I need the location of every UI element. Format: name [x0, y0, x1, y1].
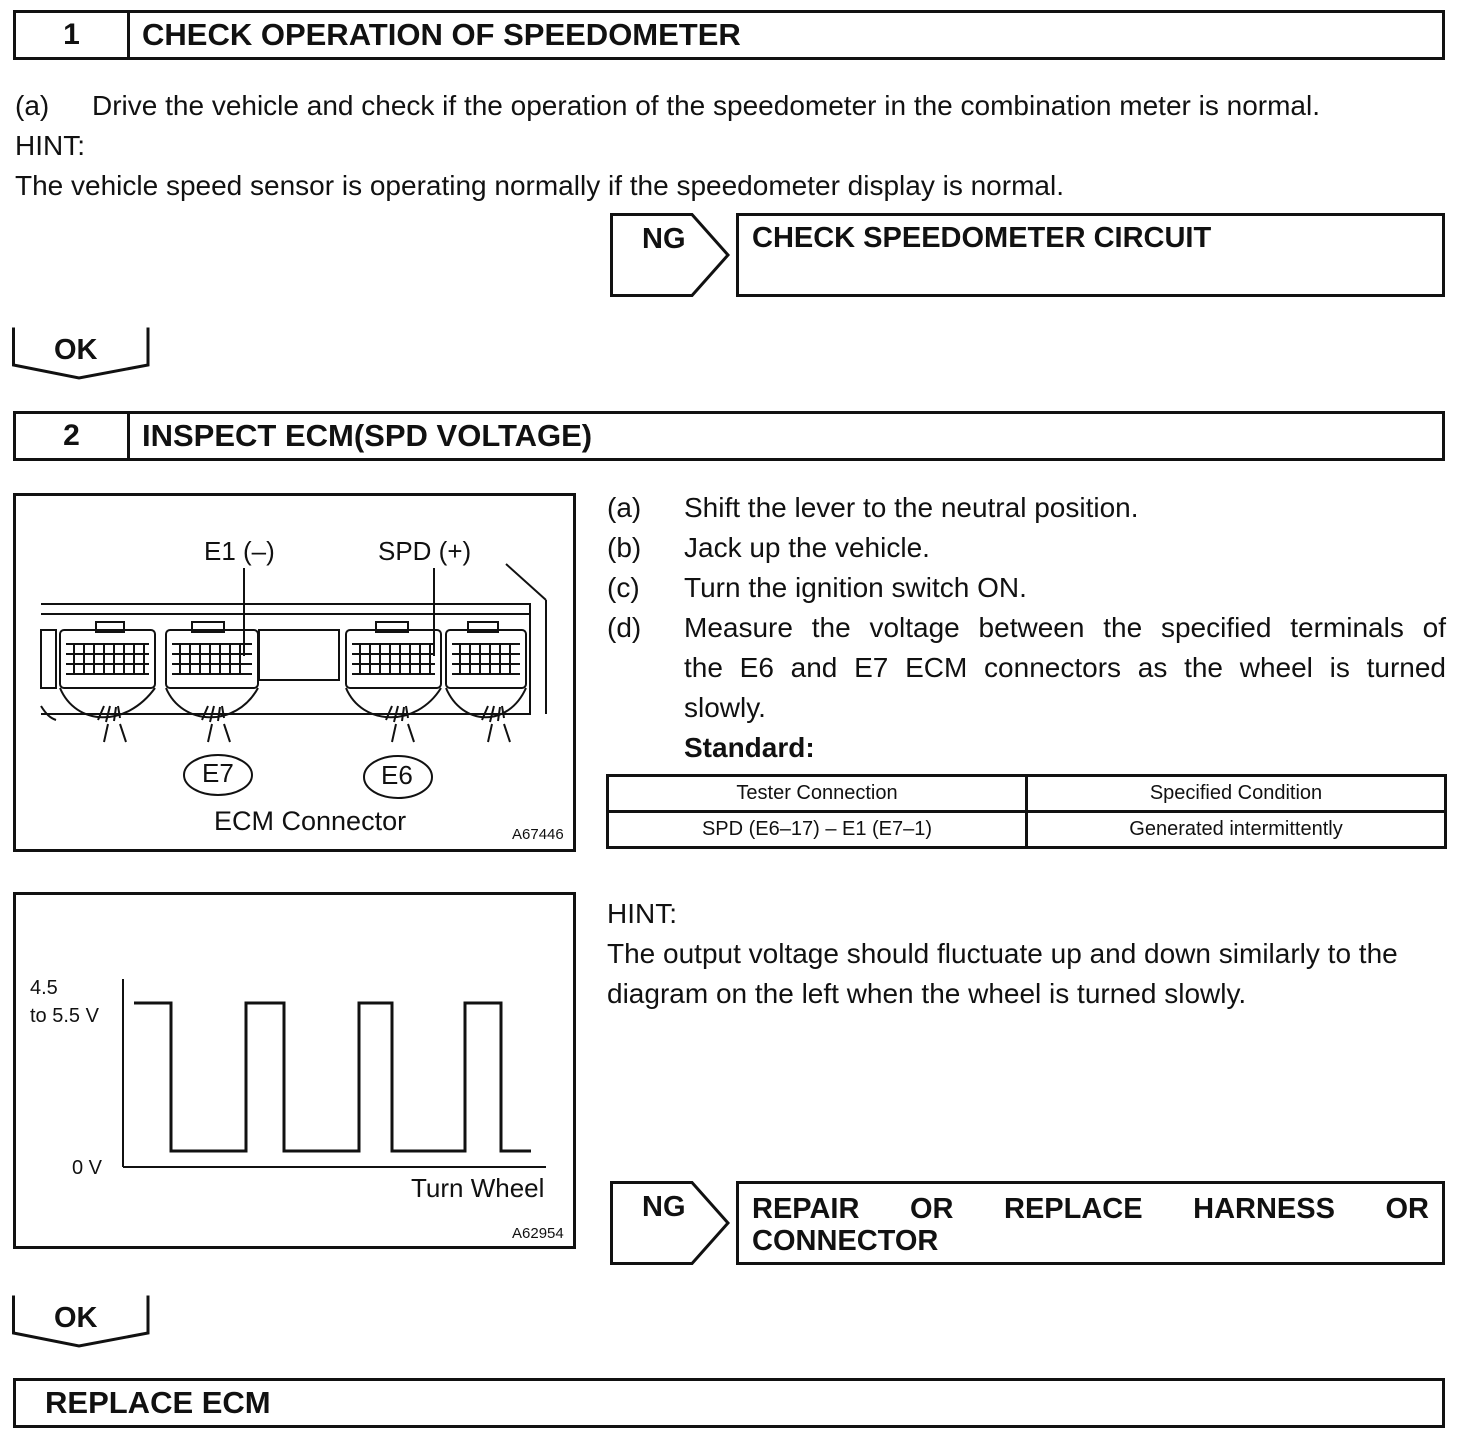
step-2d-label: (d): [607, 612, 642, 643]
ok-label-1: OK: [54, 334, 98, 366]
step-2b-label: (b): [607, 532, 642, 563]
spec-cell-condition: Generated intermittently: [1027, 812, 1446, 848]
label-e7: E7: [202, 758, 234, 788]
ng-label-1: NG: [642, 223, 686, 255]
ok-tag-2: [12, 1294, 150, 1348]
x-axis-label: Turn Wheel: [411, 1173, 545, 1203]
step-2-hint-line-1: The output voltage should fluctuate up and down similarly to the: [607, 938, 1398, 969]
ok-tag-1: [12, 326, 150, 380]
step-2c-label: (c): [607, 572, 640, 603]
ecm-connector-figure: [13, 493, 576, 852]
ng-action-box-1: [736, 213, 1445, 297]
pulse-waveform: [134, 1003, 531, 1151]
spec-cell-connection: SPD (E6–17) – E1 (E7–1): [608, 812, 1027, 848]
y-low-label: 0 V: [72, 1157, 103, 1179]
step-2-header: [13, 411, 1445, 461]
step-1-hint: The vehicle speed sensor is operating normally if the speedometer display is normal.: [15, 170, 1064, 201]
step-2c-text: Turn the ignition switch ON.: [684, 572, 1027, 603]
spec-header-tester: Tester Connection: [608, 776, 1027, 812]
ng-action-2-line-1: REPAIR OR REPLACE HARNESS OR: [752, 1193, 1429, 1225]
step-2a-label: (a): [607, 492, 642, 523]
y-high-label-2: to 5.5 V: [30, 1005, 99, 1027]
label-e1: E1 (–): [204, 536, 275, 566]
step-2-number: 2: [16, 414, 130, 458]
final-action-title: REPLACE ECM: [45, 1385, 271, 1420]
ng-action-1: CHECK SPEEDOMETER CIRCUIT: [752, 222, 1212, 254]
label-e6: E6: [381, 760, 413, 790]
ng-action-box-2: [736, 1181, 1445, 1265]
ecm-connector-caption: ECM Connector: [214, 806, 407, 836]
step-1-instruction: Drive the vehicle and check if the operation of the speedometer in the combination meter is normal.: [92, 90, 1320, 121]
step-2d-line-3: slowly.: [684, 692, 766, 723]
step-1-title: CHECK OPERATION OF SPEEDOMETER: [142, 17, 741, 52]
spec-header-condition: Specified Condition: [1027, 776, 1446, 812]
step-2d-line-1: Measure the voltage between the specified terminals of: [684, 612, 1446, 643]
step-1-instruction-label: (a): [15, 90, 50, 121]
standard-label: Standard:: [684, 732, 815, 763]
waveform-figure: [13, 892, 576, 1249]
step-1-hint-label: HINT:: [15, 130, 85, 161]
table-row: [608, 812, 1446, 848]
ng-label-2: NG: [642, 1191, 686, 1223]
step-2-hint-line-2: diagram on the left when the wheel is turned slowly.: [607, 978, 1247, 1009]
final-action-box: [13, 1378, 1445, 1428]
step-1-number: 1: [16, 13, 130, 57]
step-2-hint-label: HINT:: [607, 898, 677, 929]
step-2a-text: Shift the lever to the neutral position.: [684, 492, 1139, 523]
spec-table-header-row: [608, 776, 1446, 812]
step-1-header: [13, 10, 1445, 60]
step-2d-line-2: the E6 and E7 ECM connectors as the wheel is turned: [684, 652, 1446, 683]
ng-action-2-line-2: CONNECTOR: [752, 1225, 939, 1257]
step-2b-text: Jack up the vehicle.: [684, 532, 930, 563]
step-2-title: INSPECT ECM(SPD VOLTAGE): [142, 418, 593, 453]
ng-tag-1: [610, 213, 730, 297]
y-high-label-1: 4.5: [30, 977, 58, 999]
figure-2-code: A62954: [512, 1225, 564, 1242]
spec-table: [606, 774, 1447, 849]
ecm-connector-drawing: [16, 496, 573, 849]
label-spd: SPD (+): [378, 536, 472, 566]
ok-label-2: OK: [54, 1302, 98, 1334]
ng-tag-2: [610, 1181, 730, 1265]
figure-1-code: A67446: [512, 826, 564, 843]
